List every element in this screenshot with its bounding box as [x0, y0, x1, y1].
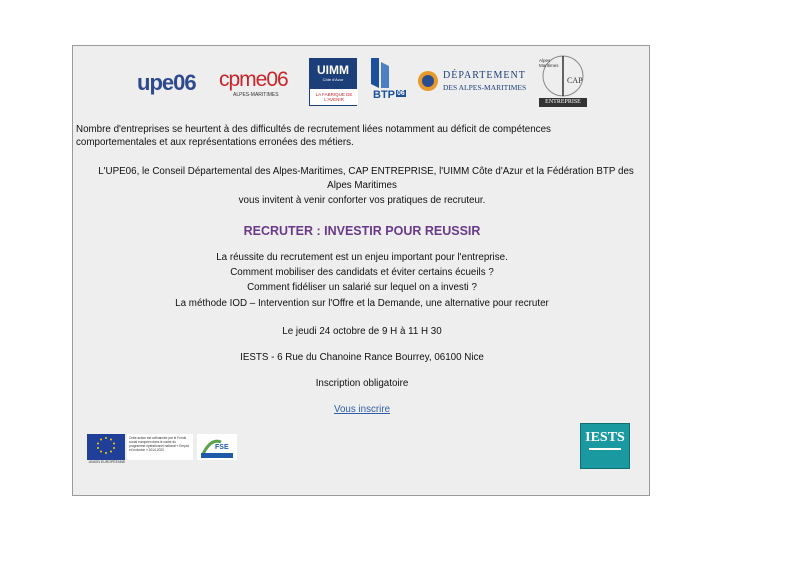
btp06-logo: BTP 06: [363, 54, 409, 106]
body-line-2: Comment mobiliser des candidats et éviter certains écueils ?: [230, 267, 494, 278]
upe06-logo: upe06: [137, 70, 196, 95]
invitation-card: [72, 45, 650, 496]
body-line-1: La réussite du recrutement est un enjeu important pour l'entreprise.: [216, 252, 508, 263]
register-link-row: [73, 403, 651, 416]
cpme06-logo: cpme06 ALPES-MARITIMES: [219, 68, 288, 98]
iests-logo: IESTS: [580, 423, 630, 469]
uimm-logo: UIMM Côte d'Azur LA FABRIQUE DE L'AVENIR: [309, 58, 357, 106]
eu-cofinancing-text: Cette action est cofinancée par le Fonds social européen dans le cadre du programme opérationnel national « Emploi et Inclusion » 2014-2020: [127, 434, 193, 460]
iests-divider: [589, 448, 621, 450]
body-line-4: La méthode IOD – Intervention sur l'Offre et la Demande, une alternative pour recruter: [175, 298, 549, 309]
body-line-3: Comment fidéliser un salarié sur lequel on a investi ?: [247, 282, 477, 293]
headline: RECRUTER : INVESTIR POUR REUSSIR: [243, 224, 481, 238]
invite-line-1: L'UPE06, le Conseil Départemental des Alpes-Maritimes, CAP ENTREPRISE, l'UIMM Côte d'Azur et la Fédération BTP des: [98, 166, 634, 177]
fse-logo: FSE: [197, 434, 237, 460]
event-date: Le jeudi 24 octobre de 9 H à 11 H 30: [282, 326, 442, 337]
intro-line-2: comportementales et aux représentations erronées des métiers.: [76, 137, 354, 148]
departement-logo: DÉPARTEMENT DES ALPES-MARITIMES: [417, 66, 533, 96]
eu-stars-icon: [87, 434, 125, 456]
eu-flag-logo: UNION EUROPÉENNE: [87, 434, 125, 460]
invite-line-3: vous invitent à venir conforter vos pratiques de recruteur.: [238, 195, 486, 206]
registration-note: Inscription obligatoire: [315, 378, 409, 389]
departement-crest-icon: [417, 70, 439, 92]
intro-line-1: Nombre d'entreprises se heurtent à des difficultés de recrutement liées notamment au déficit de compétences: [76, 124, 551, 135]
register-link[interactable]: Vous inscrire: [333, 404, 391, 415]
invite-line-2: Alpes Maritimes: [327, 180, 397, 191]
partner-logos: [73, 52, 649, 108]
event-address: IESTS - 6 Rue du Chanoine Rance Bourrey, 06100 Nice: [240, 352, 484, 363]
cap-entreprise-logo: Alpes Maritimes CAP ENTREPRISE: [537, 54, 589, 108]
